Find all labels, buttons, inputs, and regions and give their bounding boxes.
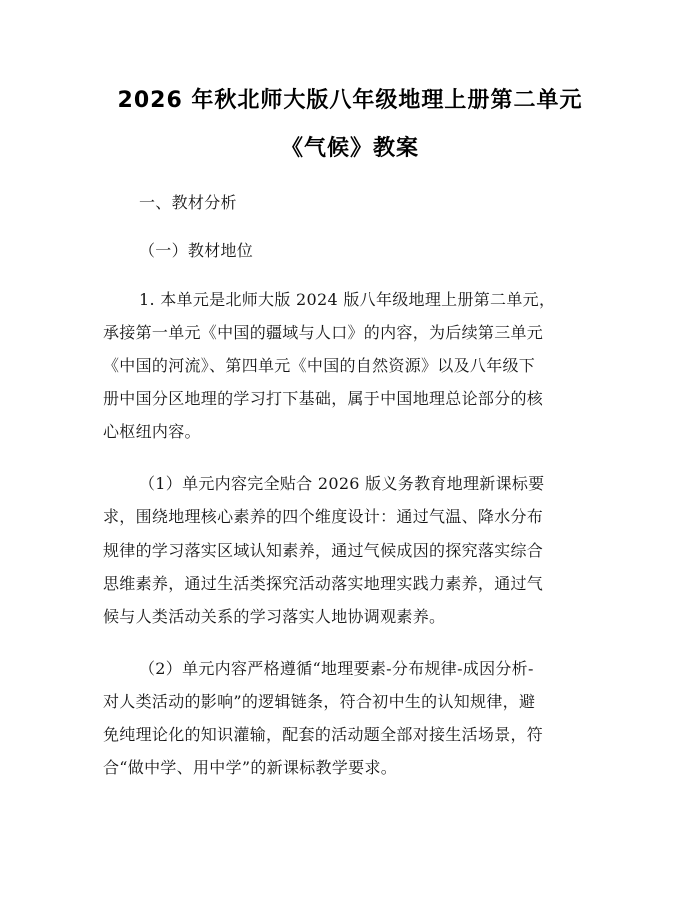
subsection-heading-textbook-position: （一）教材地位 xyxy=(139,241,254,260)
paragraph-2-line: 规律的学习落实区域认知素养，通过气候成因的探究落实综合 xyxy=(103,541,544,560)
paragraph-2-line: 求，围绕地理核心素养的四个维度设计：通过气温、降水分布 xyxy=(103,507,544,526)
document-title-line-2: 《气候》教案 xyxy=(280,136,419,161)
paragraph-3-line: （2）单元内容严格遵循“地理要素-分布规律-成因分析- xyxy=(139,659,534,678)
document-title-line-1: 2026 年秋北师大版八年级地理上册第二单元 xyxy=(117,88,583,113)
paragraph-2-line: （1）单元内容完全贴合 2026 版义务教育地理新课标要 xyxy=(139,474,545,493)
paragraph-2-line: 思维素养，通过生活类探究活动落实地理实践力素养，通过气 xyxy=(103,574,544,593)
paragraph-1-line: 《中国的河流》、第四单元《中国的自然资源》以及八年级下 xyxy=(103,356,536,375)
section-heading-textbook-analysis: 一、教材分析 xyxy=(139,193,237,212)
paragraph-1-line: 心枢纽内容。 xyxy=(103,422,201,441)
paragraph-3-line: 免纯理论化的知识灌输，配套的活动题全部对接生活场景，符 xyxy=(103,725,544,744)
paragraph-3-line: 对人类活动的影响”的逻辑链条，符合初中生的认知规律，避 xyxy=(103,692,536,711)
paragraph-1-line: 承接第一单元《中国的疆域与人口》的内容，为后续第三单元 xyxy=(103,323,544,342)
paragraph-2-line: 候与人类活动关系的学习落实人地协调观素养。 xyxy=(103,607,446,626)
paragraph-1-line: 册中国分区地理的学习打下基础，属于中国地理总论部分的核 xyxy=(103,389,544,408)
paragraph-1-line: 1. 本单元是北师大版 2024 版八年级地理上册第二单元， xyxy=(139,290,556,309)
paragraph-3-line: 合“做中学、用中学”的新课标教学要求。 xyxy=(103,758,398,777)
